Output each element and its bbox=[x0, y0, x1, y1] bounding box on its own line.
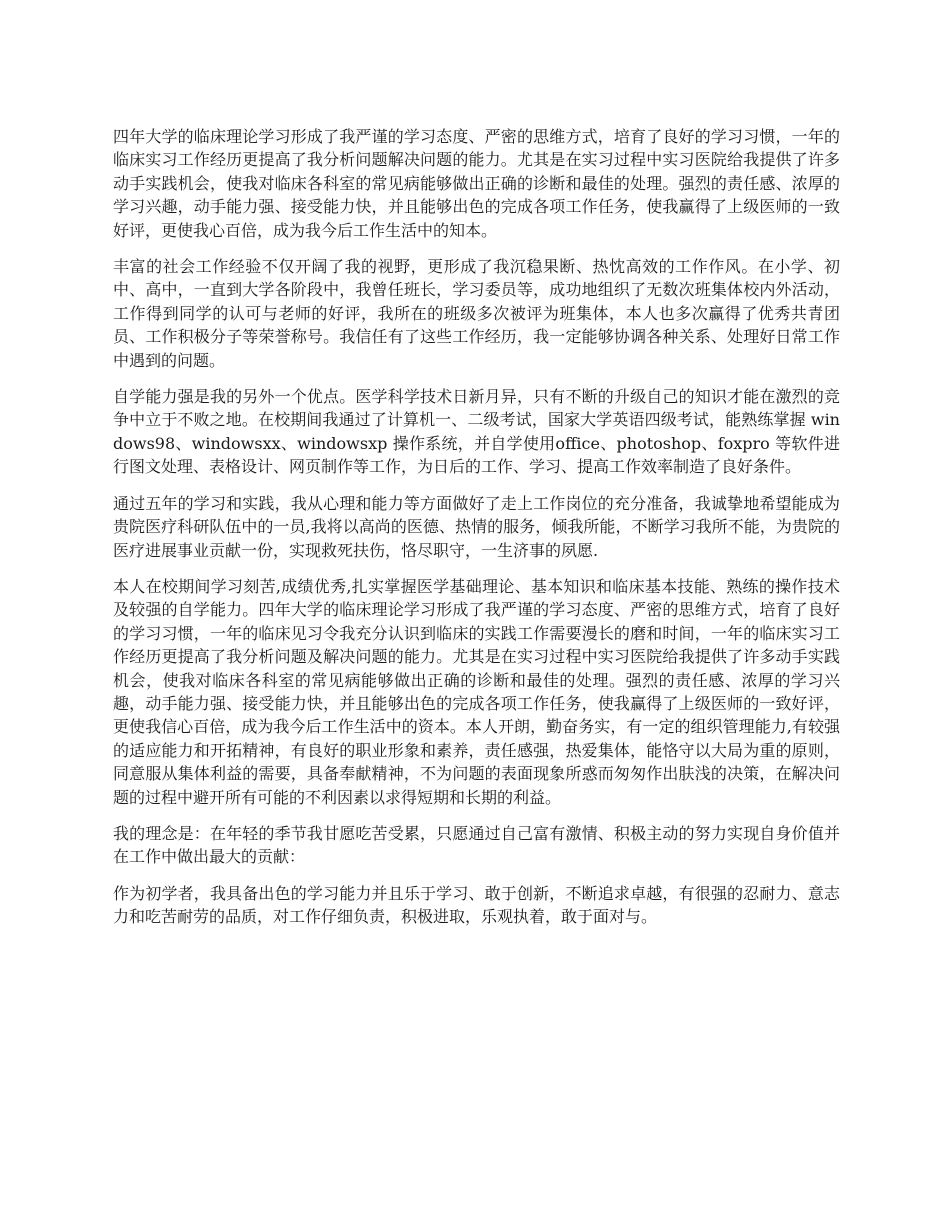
paragraph-self-evaluation: 本人在校期间学习刻苦,成绩优秀,扎实掌握医学基础理论、基本知识和临床基本技能、熟练的操作技术及较强的自学能力。四年大学的临床理论学习形成了我严谨的学习态度、严密的思维方式，培育了良好的学习习惯，一年的临床见习令我充分认识到临床的实践工作需要漫长的磨和时间，一年的临床实习工作经历更提高了我分析问题及解决问题的能力。尤其是在实习过程中实习医院给我提供了许多动手实践机会，使我对临床各科室的常见病能够做出正确的诊断和最佳的处理。强烈的责任感、浓厚的学习兴趣，动手能力强、接受能力快，并且能够出色的完成各项工作任务，使我赢得了上级医师的一致好评，更使我信心百倍，成为我今后工作生活中的资本。本人开朗，勤奋务实，有一定的组织管理能力,有较强的适应能力和开拓精神，有良好的职业形象和素养，责任感强，热爱集体，能恪守以大局为重的原则，同意服从集体利益的需要，具备奉献精神，不为问题的表面现象所惑而匆匆作出肤浅的决策，在解决问题的过程中避开所有可能的不利因素以求得短期和长期的利益。 bbox=[113, 576, 840, 807]
paragraph-social-experience: 丰富的社会工作经验不仅开阔了我的视野，更形成了我沉稳果断、热忱高效的工作作风。在小学、初中、高中，一直到大学各阶段中，我曾任班长，学习委员等，成功地组织了无数次班集体校内外活动，工作得到同学的认可与老师的好评，我所在的班级多次被评为班集体，本人也多次赢得了优秀共青团员、工作积极分子等荣誉称号。我信任有了这些工作经历，我一定能够协调各种关系、处理好日常工作中遇到的问题。 bbox=[113, 257, 840, 370]
paragraph-beginner: 作为初学者，我具备出色的学习能力并且乐于学习、敢于创新，不断追求卓越，有很强的忍耐力、意志力和吃苦耐劳的品质，对工作仔细负责，积极进取，乐观执着，敢于面对与。 bbox=[113, 883, 840, 927]
document-body bbox=[113, 125, 840, 942]
paragraph-clinical-study: 四年大学的临床理论学习形成了我严谨的学习态度、严密的思维方式，培育了良好的学习习惯，一年的临床实习工作经历更提高了我分析问题解决问题的能力。尤其是在实习过程中实习医院给我提供了许多动手实践机会，使我对临床各科室的常见病能够做出正确的诊断和最佳的处理。强烈的责任感、浓厚的学习兴趣，动手能力强、接受能力快，并且能够出色的完成各项工作任务，使我赢得了上级医师的一致好评，更使我心百倍，成为我今后工作生活中的知本。 bbox=[113, 127, 840, 240]
paragraph-aspiration: 通过五年的学习和实践，我从心理和能力等方面做好了走上工作岗位的充分准备，我诚挚地希望能成为贵院医疗科研队伍中的一员,我将以高尚的医德、热情的服务，倾我所能，不断学习我所不能，为贵院的医疗进展事业贡献一份，实现救死扶伤，恪尽职守，一生济事的夙愿. bbox=[113, 493, 840, 560]
paragraph-philosophy: 我的理念是：在年轻的季节我甘愿吃苦受累，只愿通过自己富有激情、积极主动的努力实现自身价值并在工作中做出最大的贡献： bbox=[113, 823, 840, 867]
paragraph-self-learning: 自学能力强是我的另外一个优点。医学科学技术日新月异，只有不断的升级自己的知识才能在激烈的竞争中立于不败之地。在校期间我通过了计算机一、二级考试，国家大学英语四级考试，能熟练掌握 windows98、windowsxx、windowsxp 操作系统，并自学使用office、photoshop、foxpro 等软件进行图文处理、表格设计、网页制作等工作，为日后的工作、学习、提高工作效率制造了良好条件。 bbox=[113, 387, 840, 477]
